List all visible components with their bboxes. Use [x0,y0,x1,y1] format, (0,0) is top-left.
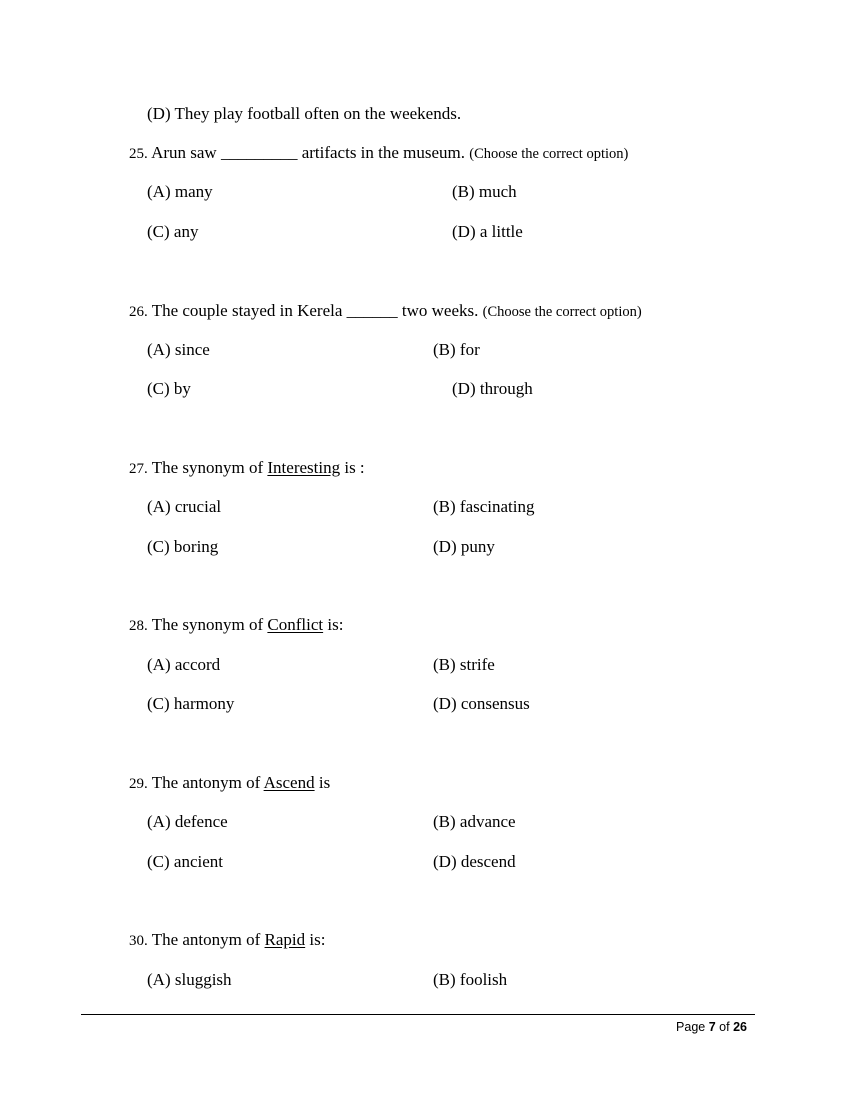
question-keyword: Rapid [264,930,306,949]
question-25-option-a: (A) many [147,182,213,201]
question-25-option-b: (B) much [452,182,517,201]
question-30-option-a: (A) sluggish [147,970,232,989]
question-27-option-c: (C) boring [147,537,219,556]
question-25-option-c: (C) any [147,222,199,241]
question-29-stem [129,773,330,794]
question-28-option-b: (B) strife [433,655,495,674]
question-number: 29. [129,776,148,792]
question-27-option-b: (B) fascinating [433,497,535,516]
question-26-option-d: (D) through [452,379,533,398]
question-29-option-b: (B) advance [433,812,516,831]
question-28-option-c: (C) harmony [147,694,235,713]
question-number: 30. [129,933,148,949]
question-26-stem [129,301,642,322]
question-instruction: (Choose the correct option) [469,146,629,162]
question-keyword: Ascend [263,773,315,792]
carryover-option: (D) They play football often on the weekends. [147,104,462,123]
question-text: The couple stayed in Kerela ______ two weeks. [151,301,479,320]
question-27-option-a: (A) crucial [147,497,222,516]
total-pages: 26 [733,1020,747,1034]
question-26-option-b: (B) for [433,340,480,359]
page-label: Page [676,1020,706,1034]
question-28-option-d: (D) consensus [433,694,530,713]
question-text: Arun saw _________ artifacts in the museum. [151,143,466,162]
question-number: 27. [129,461,148,477]
question-text-end: is: [327,615,344,634]
question-30-option-b: (B) foolish [433,970,508,989]
question-keyword: Conflict [267,615,324,634]
current-page: 7 [708,1020,716,1034]
question-text: The antonym of [151,930,261,949]
question-keyword: Interesting [267,458,341,477]
question-instruction: (Choose the correct option) [482,304,642,320]
of-label: of [719,1020,730,1034]
footer-divider [81,1014,755,1015]
question-28-stem [129,615,343,636]
question-29-option-d: (D) descend [433,852,516,871]
question-26-option-c: (C) by [147,379,191,398]
question-26-option-a: (A) since [147,340,210,359]
question-29-option-c: (C) ancient [147,852,223,871]
question-number: 25. [129,146,148,162]
question-30-stem [129,930,325,951]
question-29-option-a: (A) defence [147,812,228,831]
question-text: The antonym of [151,773,261,792]
question-text-end: is : [344,458,365,477]
question-27-option-d: (D) puny [433,537,495,556]
question-text-end: is [318,773,331,792]
question-text: The synonym of [151,615,264,634]
question-number: 28. [129,618,148,634]
question-25-stem [129,143,628,164]
question-number: 26. [129,304,148,320]
question-text: The synonym of [151,458,264,477]
question-text-end: is: [309,930,326,949]
question-27-stem [129,458,365,479]
page-number [676,1019,747,1035]
question-28-option-a: (A) accord [147,655,221,674]
question-25-option-d: (D) a little [452,222,523,241]
